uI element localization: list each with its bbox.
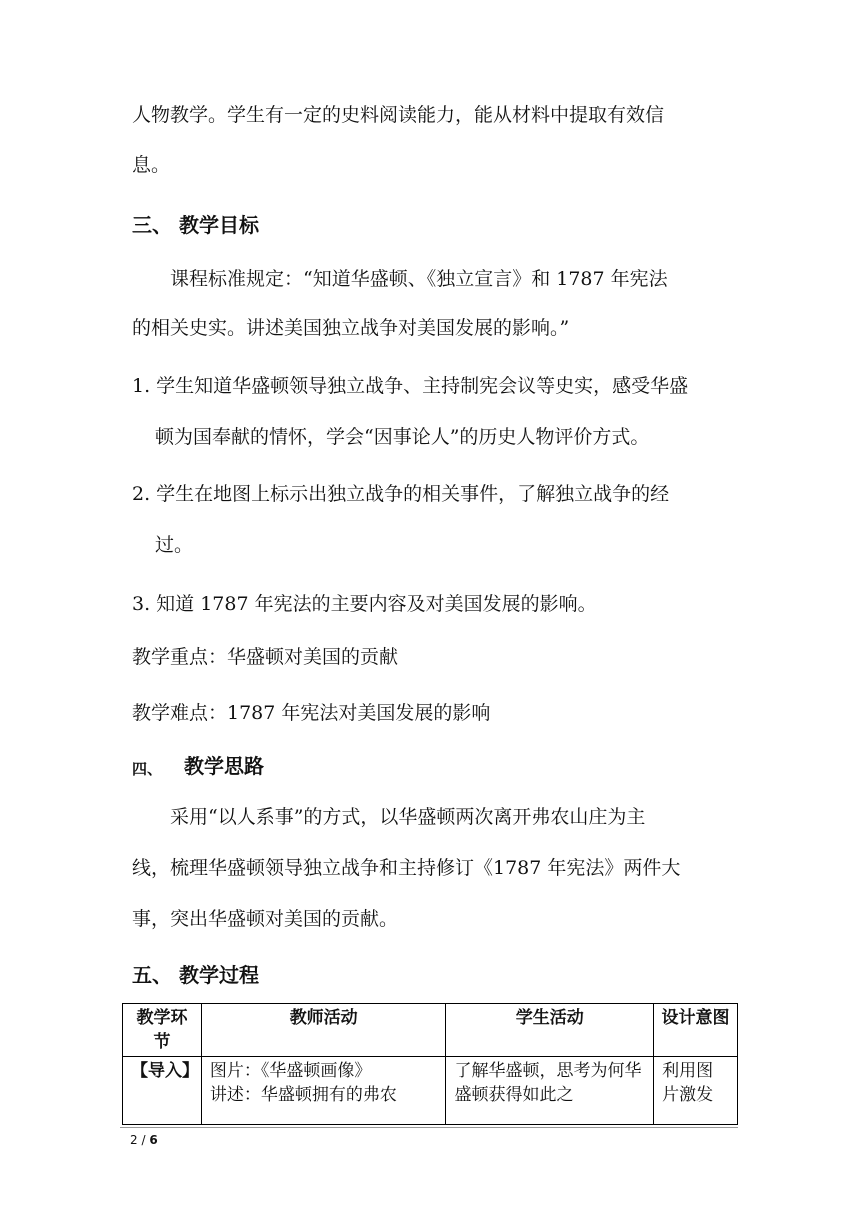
table-header-student: 学生活动 xyxy=(446,1004,654,1057)
paragraph-intro-line1: 人物教学。学生有一定的史料阅读能力，能从材料中提取有效信 xyxy=(132,104,665,126)
teacher-activity-line1: 图片：《华盛顿画像》 xyxy=(209,1061,372,1081)
curriculum-standard-line2: 的相关史实。讲述美国独立战争对美国发展的影响。” xyxy=(132,317,570,339)
section-heading-goals: 三、 教学目标 xyxy=(132,213,259,237)
goal-2-line1: 2. 学生在地图上标示出独立战争的相关事件，了解独立战争的经 xyxy=(132,483,670,505)
table-cell-stage: 【导入】 xyxy=(123,1057,202,1125)
table-cell-intent: 利用图片激发 xyxy=(654,1057,738,1125)
teaching-idea-line2: 线，梳理华盛顿领导独立战争和主持修订《1787 年宪法》两件大 xyxy=(132,857,681,879)
table-header-row xyxy=(123,1004,738,1057)
teaching-process-table xyxy=(122,1003,738,1125)
section-heading-thinking-number: 四、 xyxy=(132,760,163,778)
goal-1-line1: 1. 学生知道华盛顿领导独立战争、主持制宪会议等史实，感受华盛 xyxy=(132,375,689,397)
curriculum-standard-line1: 课程标准规定：“知道华盛顿、《独立宣言》和 1787 年宪法 xyxy=(170,268,668,290)
paragraph-intro-line2: 息。 xyxy=(132,154,171,176)
teaching-idea-line1: 采用“以人系事”的方式，以华盛顿两次离开弗农山庄为主 xyxy=(170,806,646,828)
page-divider xyxy=(120,1127,738,1128)
section-heading-thinking: 教学思路 xyxy=(184,754,264,778)
table-cell-teacher xyxy=(201,1057,446,1125)
table-header-teacher: 教师活动 xyxy=(201,1004,446,1057)
page-total: 6 xyxy=(149,1133,158,1147)
goal-1-line2: 顿为国奉献的情怀，学会“因事论人”的历史人物评价方式。 xyxy=(155,426,650,448)
table-header-stage: 教学环节 xyxy=(123,1004,202,1057)
page-separator: / xyxy=(137,1133,150,1147)
page-number xyxy=(130,1133,158,1147)
table-header-intent: 设计意图 xyxy=(654,1004,738,1057)
page-current: 2 xyxy=(130,1133,138,1147)
key-point: 教学重点：华盛顿对美国的贡献 xyxy=(132,646,399,668)
teaching-idea-line3: 事，突出华盛顿对美国的贡献。 xyxy=(132,908,399,930)
goal-3: 3. 知道 1787 年宪法的主要内容及对美国发展的影响。 xyxy=(132,593,597,615)
teacher-activity-line2: 讲述：华盛顿拥有的弗农 xyxy=(209,1085,397,1105)
goal-2-line2: 过。 xyxy=(155,534,194,556)
table-cell-student: 了解华盛顿，思考为何华盛顿获得如此之 xyxy=(446,1057,654,1125)
section-heading-process: 五、 教学过程 xyxy=(132,963,259,987)
difficult-point: 教学难点：1787 年宪法对美国发展的影响 xyxy=(132,702,491,724)
table-row xyxy=(123,1057,738,1125)
